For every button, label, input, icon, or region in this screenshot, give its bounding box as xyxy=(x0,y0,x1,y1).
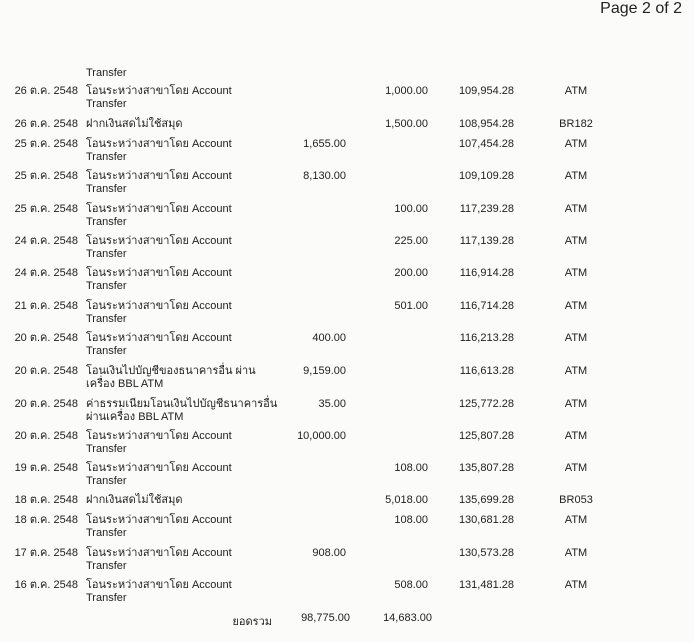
row-description-line2: Transfer xyxy=(86,475,127,487)
row-date: 18 ต.ค. 2548 xyxy=(14,514,78,526)
row-description xyxy=(86,118,261,131)
row-channel: ATM xyxy=(564,332,588,344)
row-balance: 125,807.28 xyxy=(458,430,514,442)
row-date: 24 ต.ค. 2548 xyxy=(14,235,78,247)
row-balance: 135,699.28 xyxy=(458,494,514,506)
row-description-line2: Transfer xyxy=(86,313,127,325)
row-balance: 116,213.28 xyxy=(459,332,514,344)
row-description xyxy=(86,514,261,540)
row-description-line1: โอนระหว่างสาขาโดย Account xyxy=(86,514,232,526)
row-description-line2: Transfer xyxy=(86,345,127,357)
row-description-line1: โอนระหว่างสาขาโดย Account xyxy=(86,267,232,279)
row-channel: ATM xyxy=(564,514,588,526)
row-description-line1: โอนระหว่างสาขาโดย Account xyxy=(86,547,232,559)
row-channel: ATM xyxy=(564,138,588,150)
row-withdrawal: 10,000.00 xyxy=(297,430,346,442)
row-date: 26 ต.ค. 2548 xyxy=(14,85,78,97)
total-withdrawal: 98,775.00 xyxy=(301,612,350,624)
row-description xyxy=(86,579,261,605)
row-deposit: 508.00 xyxy=(394,579,428,591)
row-channel: ATM xyxy=(564,547,588,559)
row-deposit: 108.00 xyxy=(394,462,428,474)
row-description-line2: เครื่อง BBL ATM xyxy=(86,378,164,390)
row-description-line1: โอนเงินไปบัญชีของธนาคารอื่น ผ่าน xyxy=(86,365,256,377)
row-description xyxy=(86,85,261,111)
page-number: Page 2 of 2 xyxy=(600,0,682,17)
row-date: 26 ต.ค. 2548 xyxy=(14,118,78,130)
row-description xyxy=(86,235,261,261)
row-date: 20 ต.ค. 2548 xyxy=(14,430,78,442)
row-description xyxy=(86,494,261,507)
row-description-line2: Transfer xyxy=(86,560,127,572)
row-deposit: 225.00 xyxy=(394,235,428,247)
row-date: 20 ต.ค. 2548 xyxy=(14,332,78,344)
row-date: 18 ต.ค. 2548 xyxy=(14,494,78,506)
row-date: 21 ต.ค. 2548 xyxy=(14,300,78,312)
continued-description: Transfer xyxy=(86,67,127,79)
row-description xyxy=(86,398,278,424)
row-balance: 116,914.28 xyxy=(459,267,514,279)
row-channel: ATM xyxy=(564,235,588,247)
row-description xyxy=(86,170,261,196)
row-description xyxy=(86,430,261,456)
row-date: 24 ต.ค. 2548 xyxy=(14,267,78,279)
row-description xyxy=(86,138,261,164)
row-description-line1: โอนระหว่างสาขาโดย Account xyxy=(86,85,232,97)
row-balance: 130,573.28 xyxy=(458,547,514,559)
row-withdrawal: 35.00 xyxy=(318,398,346,410)
row-description-line1: ฝากเงินสดไม่ใช้สมุด xyxy=(86,118,183,130)
row-description-line1: โอนระหว่างสาขาโดย Account xyxy=(86,203,232,215)
row-date: 20 ต.ค. 2548 xyxy=(14,365,78,377)
row-withdrawal: 400.00 xyxy=(312,332,346,344)
row-description-line2: Transfer xyxy=(86,592,127,604)
row-description-line2: Transfer xyxy=(86,183,127,195)
row-channel: ATM xyxy=(564,430,588,442)
row-description xyxy=(86,332,261,358)
row-description-line1: ฝากเงินสดไม่ใช้สมุด xyxy=(86,494,183,506)
row-deposit: 100.00 xyxy=(394,203,428,215)
row-deposit: 501.00 xyxy=(394,300,428,312)
row-withdrawal: 8,130.00 xyxy=(303,170,346,182)
row-description xyxy=(86,300,261,326)
row-withdrawal: 908.00 xyxy=(312,547,346,559)
row-balance: 130,681.28 xyxy=(458,514,514,526)
row-date: 17 ต.ค. 2548 xyxy=(14,547,78,559)
row-date: 16 ต.ค. 2548 xyxy=(14,579,78,591)
row-description-line1: โอนระหว่างสาขาโดย Account xyxy=(86,170,232,182)
row-date: 25 ต.ค. 2548 xyxy=(14,170,78,182)
row-description xyxy=(86,547,261,573)
row-description-line2: Transfer xyxy=(86,98,127,110)
row-date: 25 ต.ค. 2548 xyxy=(14,203,78,215)
row-balance: 125,772.28 xyxy=(458,398,514,410)
row-balance: 107,454.28 xyxy=(458,138,514,150)
row-withdrawal: 1,655.00 xyxy=(303,138,346,150)
row-date: 25 ต.ค. 2548 xyxy=(14,138,78,150)
row-channel: ATM xyxy=(564,462,588,474)
row-balance: 117,139.28 xyxy=(459,235,514,247)
row-description-line1: ค่าธรรมเนียมโอนเงินไปบัญชีธนาคารอื่น xyxy=(86,398,278,410)
row-date: 19 ต.ค. 2548 xyxy=(14,462,78,474)
row-deposit: 5,018.00 xyxy=(385,494,428,506)
row-description-line2: Transfer xyxy=(86,443,127,455)
row-balance: 117,239.28 xyxy=(459,203,514,215)
row-channel: ATM xyxy=(564,203,588,215)
row-channel: ATM xyxy=(564,365,588,377)
row-balance: 108,954.28 xyxy=(458,118,514,130)
row-description-line2: Transfer xyxy=(86,216,127,228)
row-channel: ATM xyxy=(564,85,588,97)
row-deposit: 1,500.00 xyxy=(385,118,428,130)
row-balance: 116,613.28 xyxy=(459,365,514,377)
row-description xyxy=(86,267,261,293)
row-description-line2: Transfer xyxy=(86,151,127,163)
row-channel: BR182 xyxy=(559,118,593,130)
row-deposit: 1,000.00 xyxy=(385,85,428,97)
row-description-line2: Transfer xyxy=(86,248,127,260)
row-description-line1: โอนระหว่างสาขาโดย Account xyxy=(86,332,232,344)
row-description-line1: โอนระหว่างสาขาโดย Account xyxy=(86,300,232,312)
row-channel: ATM xyxy=(564,267,588,279)
row-channel: ATM xyxy=(564,300,588,312)
row-description-line1: โอนระหว่างสาขาโดย Account xyxy=(86,462,232,474)
row-channel: ATM xyxy=(564,398,588,410)
totals-label: ยอดรวม xyxy=(232,616,272,628)
row-date: 20 ต.ค. 2548 xyxy=(14,398,78,410)
row-description-line2: Transfer xyxy=(86,280,127,292)
row-balance: 109,109.28 xyxy=(458,170,514,182)
row-balance: 109,954.28 xyxy=(458,85,514,97)
row-deposit: 108.00 xyxy=(394,514,428,526)
row-description-line1: โอนระหว่างสาขาโดย Account xyxy=(86,235,232,247)
row-description-line1: โอนระหว่างสาขาโดย Account xyxy=(86,579,232,591)
row-channel: ATM xyxy=(564,170,588,182)
row-description-line1: โอนระหว่างสาขาโดย Account xyxy=(86,138,232,150)
row-balance: 135,807.28 xyxy=(458,462,514,474)
row-balance: 131,481.28 xyxy=(458,579,514,591)
row-description xyxy=(86,203,261,229)
total-deposit: 14,683.00 xyxy=(383,612,432,624)
row-description-line2: ผ่านเครื่อง BBL ATM xyxy=(86,411,184,423)
row-channel: BR053 xyxy=(559,494,593,506)
row-description xyxy=(86,365,261,391)
row-channel: ATM xyxy=(564,579,588,591)
row-balance: 116,714.28 xyxy=(459,300,514,312)
row-withdrawal: 9,159.00 xyxy=(303,365,346,377)
row-description-line1: โอนระหว่างสาขาโดย Account xyxy=(86,430,232,442)
row-description-line2: Transfer xyxy=(86,527,127,539)
row-deposit: 200.00 xyxy=(394,267,428,279)
row-description xyxy=(86,462,261,488)
